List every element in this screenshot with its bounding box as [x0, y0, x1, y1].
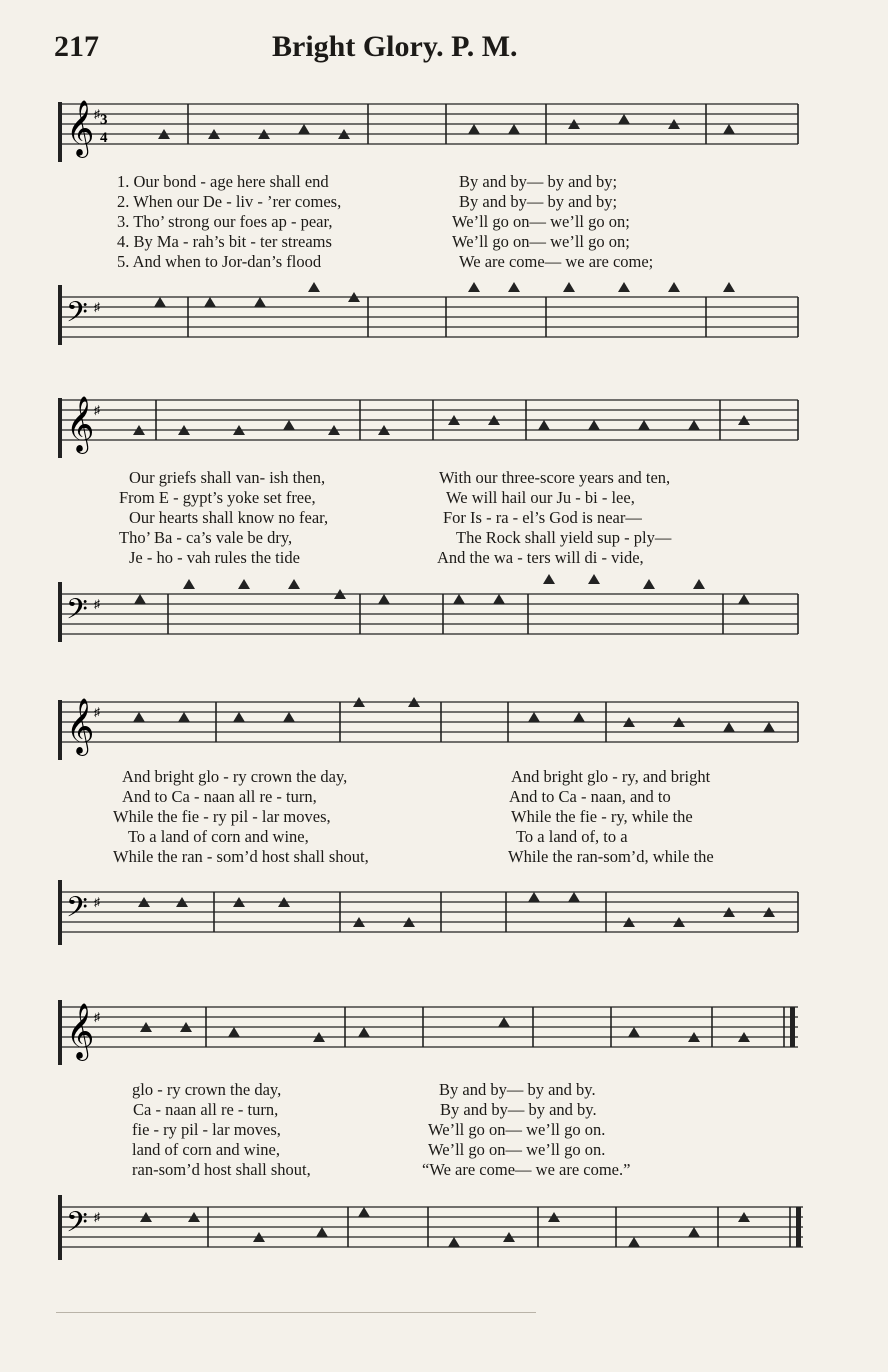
verse-line: Ca - naan all re - turn, By and by— by and by. — [133, 1100, 597, 1119]
treble-staff — [58, 388, 803, 458]
bass-clef-icon: 𝄢 — [66, 1206, 88, 1246]
bass-clef-icon: 𝄢 — [66, 891, 88, 931]
treble-staff-system-2 — [58, 388, 803, 458]
bass-staff-system-3 — [58, 870, 803, 960]
bass-clef-icon: 𝄢 — [66, 296, 88, 336]
svg-text:♯: ♯ — [94, 705, 100, 719]
svg-text:♯: ♯ — [94, 1010, 100, 1024]
page-number: 217 — [54, 30, 99, 63]
key-sharp-icon: ♯ — [94, 107, 100, 121]
treble-staff-system-3 — [58, 680, 803, 760]
treble-notes — [133, 415, 750, 435]
lyrics-system-3 — [0, 767, 888, 867]
verse-line: Our griefs shall van- ish then, With our three-score years and ten, — [129, 468, 671, 487]
verse-line: Je - ho - vah rules the tide And the wa - ters will di - vide, — [129, 548, 644, 567]
verse-line: And bright glo - ry crown the day, And bright glo - ry, and bright — [122, 767, 711, 786]
treble-staff — [58, 680, 803, 760]
verse-line: 1. Our bond - age here shall end By and by— by and by; — [117, 172, 618, 191]
bass-clef-icon: 𝄢 — [66, 593, 88, 633]
svg-text:♯: ♯ — [94, 895, 100, 909]
verse-line: And to Ca - naan all re - turn, And to Ca - naan, and to — [122, 787, 671, 806]
verse-line: 5. And when to Jor-dan’s flood We are come— we are come; — [117, 252, 654, 271]
verse-line: ran-som’d host shall shout, “We are come— we are come.” — [132, 1160, 631, 1179]
verse-line: While the fie - ry pil - lar moves, While the fie - ry, while the — [113, 807, 693, 826]
lyrics-system-4 — [0, 1080, 888, 1180]
hymn-title: Bright Glory. P. M. — [272, 30, 518, 63]
bass-notes — [134, 574, 750, 604]
verse-line: To a land of corn and wine, To a land of, to a — [128, 827, 628, 846]
verse-line: fie - ry pil - lar moves, We’ll go on— we’ll go on. — [132, 1120, 606, 1139]
verse-line: From E - gypt’s yoke set free, We will hail our Ju - bi - lee, — [119, 488, 635, 507]
bass-staff-system-4 — [58, 1185, 803, 1270]
lyrics-system-1 — [0, 172, 888, 272]
footer-rule — [56, 1312, 536, 1313]
verse-line: glo - ry crown the day, By and by— by and by. — [132, 1080, 596, 1099]
treble-clef-icon: 𝄞 — [66, 1003, 95, 1059]
bass-staff — [58, 572, 803, 662]
bass-staff-system-1 — [58, 275, 803, 350]
svg-text:♯: ♯ — [94, 403, 100, 417]
verse-line: 2. When our De - liv - ’rer comes, By and by— by and by; — [117, 192, 618, 211]
verse-line: Our hearts shall know no fear, For Is - ra - el’s God is near— — [129, 508, 642, 527]
verse-line: While the ran - som’d host shall shout, While the ran-som’d, while the — [113, 847, 714, 866]
bass-staff — [58, 1185, 808, 1270]
bass-staff — [58, 870, 803, 960]
time-sig-bottom: 4 — [100, 130, 108, 146]
treble-notes — [140, 1017, 750, 1042]
treble-staff-system-4 — [58, 985, 803, 1070]
treble-clef-icon: 𝄞 — [66, 396, 95, 452]
treble-staff — [58, 985, 803, 1070]
treble-staff-system-1 — [58, 92, 803, 162]
treble-clef-icon: 𝄞 — [66, 698, 95, 754]
treble-staff — [58, 92, 803, 162]
treble-clef-icon: 𝄞 — [66, 100, 95, 156]
lyrics-system-2 — [0, 468, 888, 568]
svg-text:♯: ♯ — [94, 597, 100, 611]
verse-line: land of corn and wine, We’ll go on— we’ll go on. — [132, 1140, 606, 1159]
time-sig-top: 3 — [100, 112, 108, 128]
svg-text:♯: ♯ — [94, 300, 100, 314]
verse-line: 3. Tho’ strong our foes ap - pear, We’ll go on— we’ll go on; — [117, 212, 630, 231]
verse-line: 4. By Ma - rah’s bit - ter streams We’ll go on— we’ll go on; — [117, 232, 630, 251]
bass-staff-system-2 — [58, 572, 803, 662]
svg-text:♯: ♯ — [94, 1210, 100, 1224]
bass-notes — [154, 282, 735, 307]
verse-line: Tho’ Ba - ca’s vale be dry, The Rock shall yield sup - ply— — [119, 528, 672, 547]
bass-staff — [58, 275, 803, 350]
